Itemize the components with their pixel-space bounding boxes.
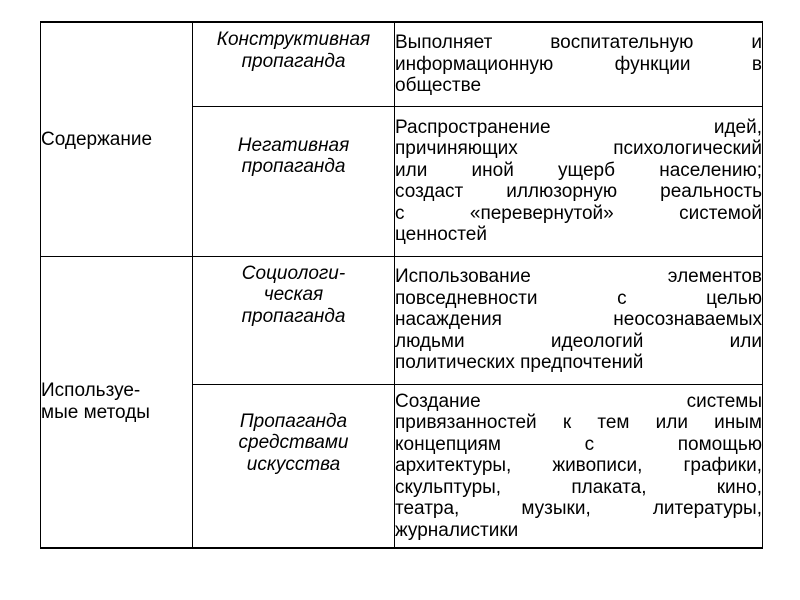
description-line: скульптуры, плаката, кино, (395, 476, 762, 498)
description-line: концепциям с помощью (395, 433, 762, 455)
type-text: Негативная (237, 134, 350, 156)
type-text: Пропаганда (239, 410, 348, 432)
description-line: Выполняет воспитательную и (395, 32, 762, 53)
description-line: театра, музыки, литературы, (395, 498, 762, 519)
type-text: пропаганда (241, 50, 346, 72)
description-line: Создание системы (395, 390, 762, 412)
type-text: пропаганда (241, 156, 346, 177)
description-line: привязанностей к тем или иным (395, 412, 762, 433)
propaganda-table (40, 21, 763, 549)
category-text: мые методы (41, 401, 150, 423)
description-line: архитектуры, живописи, графики, (395, 455, 762, 476)
description-cell (395, 384, 763, 548)
description-line: обществе (395, 75, 482, 96)
description-cell (395, 106, 763, 256)
type-cell-sociological (193, 256, 395, 384)
description-line: причиняющих психологический (395, 138, 762, 159)
description-line: повседневности с целью (395, 287, 762, 309)
type-text: средствами (238, 432, 349, 453)
type-cell-art (193, 384, 395, 548)
type-cell-constructive (193, 22, 395, 106)
description-line: Использование элементов (395, 266, 762, 288)
type-text: Социологи- (241, 262, 346, 284)
description-cell (395, 256, 763, 384)
description-line: информационную функции в (395, 53, 762, 75)
category-text: Содержание (41, 128, 153, 150)
description-line: людьми идеологий или (395, 330, 762, 352)
table-row (41, 256, 763, 384)
type-cell-negative (193, 106, 395, 256)
category-text: Используе- (41, 380, 141, 402)
type-text: искусства (246, 453, 341, 475)
description-line: или иной ущерб населению; (395, 159, 762, 181)
type-text: Конструктивная (216, 29, 371, 50)
description-line: политических предпочтений (395, 352, 644, 374)
description-line: журналистики (395, 519, 519, 541)
table-row (41, 22, 763, 106)
description-line: создаст иллюзорную реальность (395, 181, 762, 202)
description-cell (395, 22, 763, 106)
category-cell-content (41, 22, 193, 256)
description-line: Распространение идей, (395, 116, 762, 138)
type-text: пропаганда (241, 305, 346, 327)
category-cell-methods (41, 256, 193, 548)
type-text: ческая (263, 284, 324, 305)
description-line: насаждения неосознаваемых (395, 309, 762, 331)
description-line: ценностей (395, 224, 487, 245)
description-line: с «перевернутой» системой (395, 202, 762, 224)
